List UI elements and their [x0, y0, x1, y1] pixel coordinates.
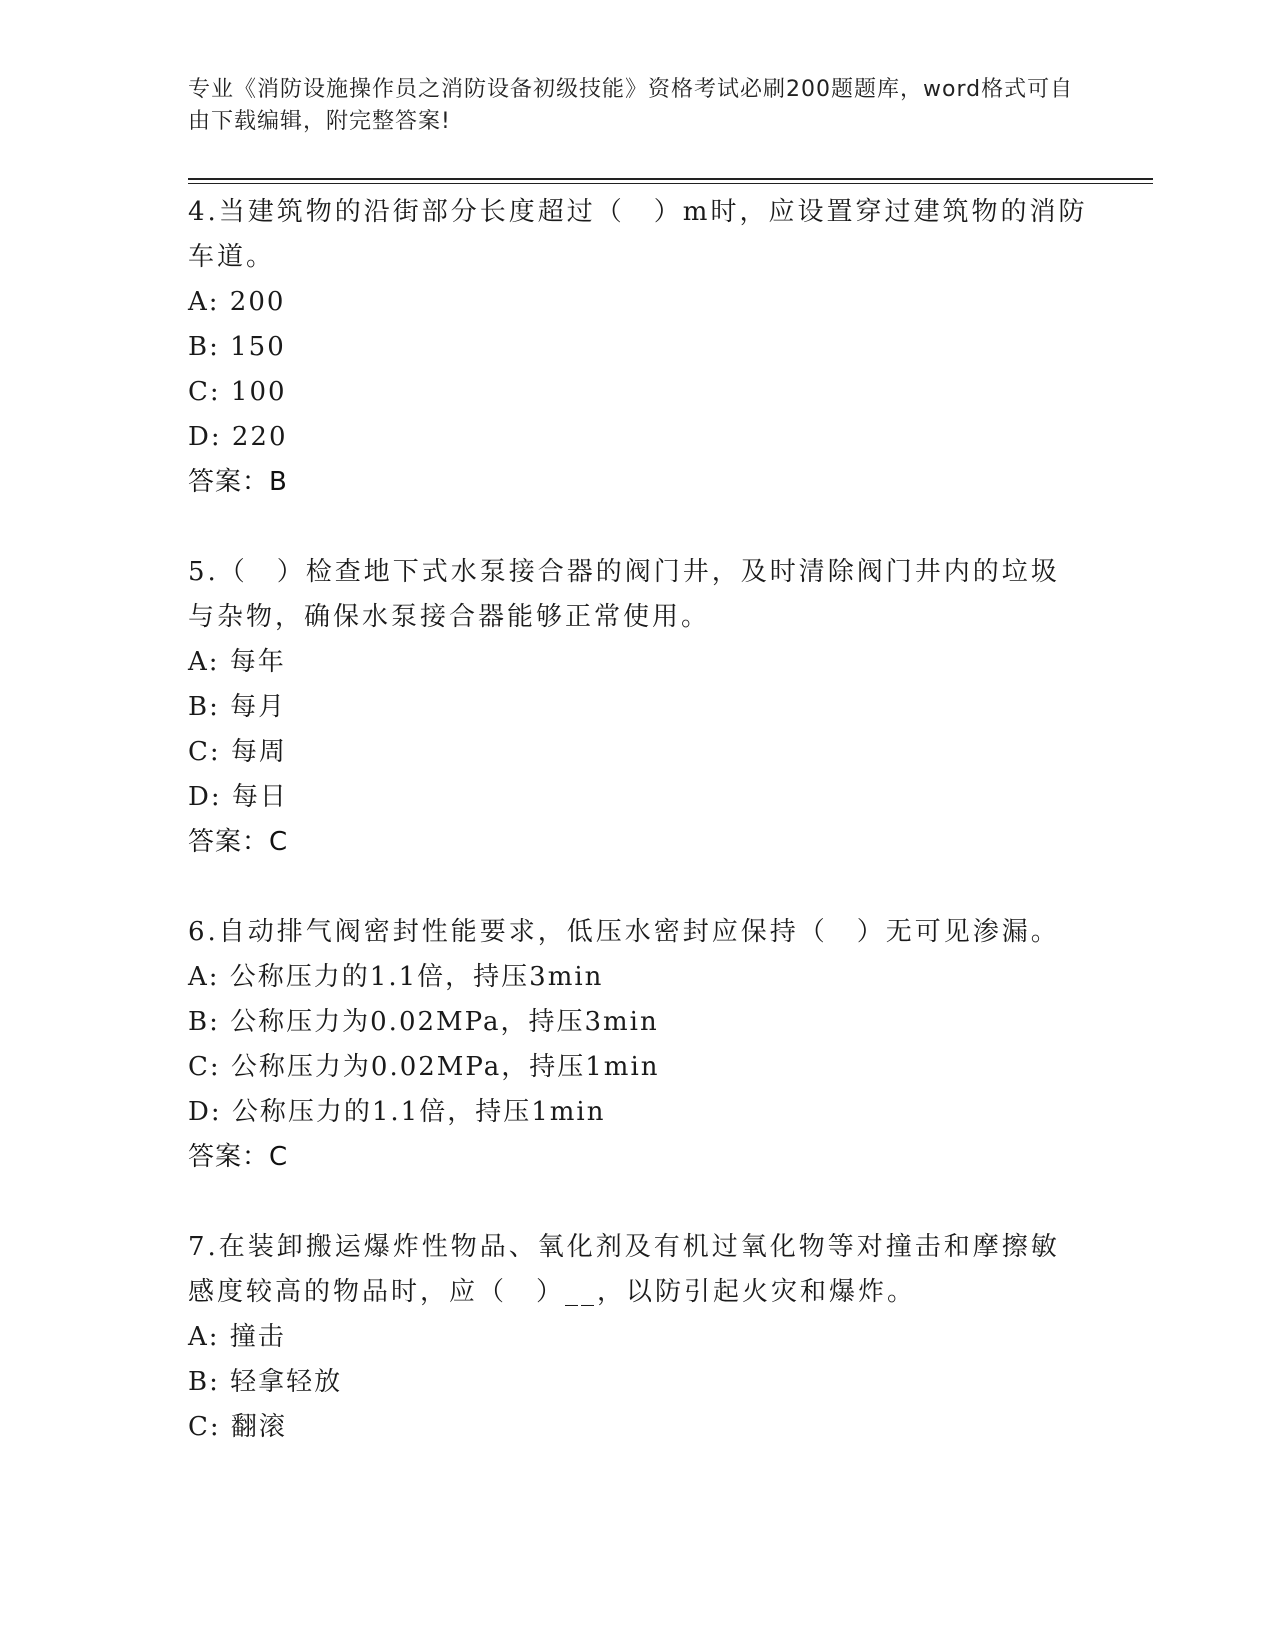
option-a: A: 撞击 — [188, 1322, 286, 1352]
option-c: C: 公称压力为0.02MPa，持压1min — [188, 1052, 660, 1082]
question-text: 6.自动排气阀密封性能要求，低压水密封应保持（ ）无可见渗漏。 — [188, 917, 1060, 947]
option-c: C: 每周 — [188, 737, 287, 767]
question-text: 5.（ ）检查地下式水泵接合器的阀门井，及时清除阀门井内的垃圾与杂物，确保水泵接合器能够正常使用。 — [188, 557, 1060, 632]
option-a: A: 200 — [188, 287, 286, 317]
answer-text: 答案：B — [188, 467, 288, 497]
question-6 — [188, 910, 1088, 1180]
option-b: B: 每月 — [188, 692, 287, 722]
option-b: B: 150 — [188, 332, 286, 362]
option-b: B: 公称压力为0.02MPa，持压3min — [188, 1007, 659, 1037]
option-a: A: 公称压力的1.1倍，持压3min — [188, 962, 604, 992]
question-7 — [188, 1225, 1088, 1450]
question-list — [188, 190, 1088, 1495]
option-d: D: 公称压力的1.1倍，持压1min — [188, 1097, 606, 1127]
option-d: D: 220 — [188, 422, 288, 452]
answer-text: 答案：C — [188, 1142, 289, 1172]
option-c: C: 100 — [188, 377, 287, 407]
header-divider-thin — [188, 183, 1153, 184]
header-divider-thick — [188, 178, 1153, 180]
option-c: C: 翻滚 — [188, 1412, 287, 1442]
question-4 — [188, 190, 1088, 505]
document-header: 专业《消防设施操作员之消防设备初级技能》资格考试必刷200题题库，word格式可自由下载编辑，附完整答案! — [188, 77, 1074, 134]
question-text: 4.当建筑物的沿街部分长度超过（ ）m时，应设置穿过建筑物的消防车道。 — [188, 197, 1088, 272]
option-d: D: 每日 — [188, 782, 288, 812]
question-text: 7.在装卸搬运爆炸性物品、氧化剂及有机过氧化物等对撞击和摩擦敏感度较高的物品时，应（ ）__，以防引起火灾和爆炸。 — [188, 1232, 1060, 1307]
question-5 — [188, 550, 1088, 865]
option-a: A: 每年 — [188, 647, 286, 677]
answer-text: 答案：C — [188, 827, 289, 857]
option-b: B: 轻拿轻放 — [188, 1367, 343, 1397]
